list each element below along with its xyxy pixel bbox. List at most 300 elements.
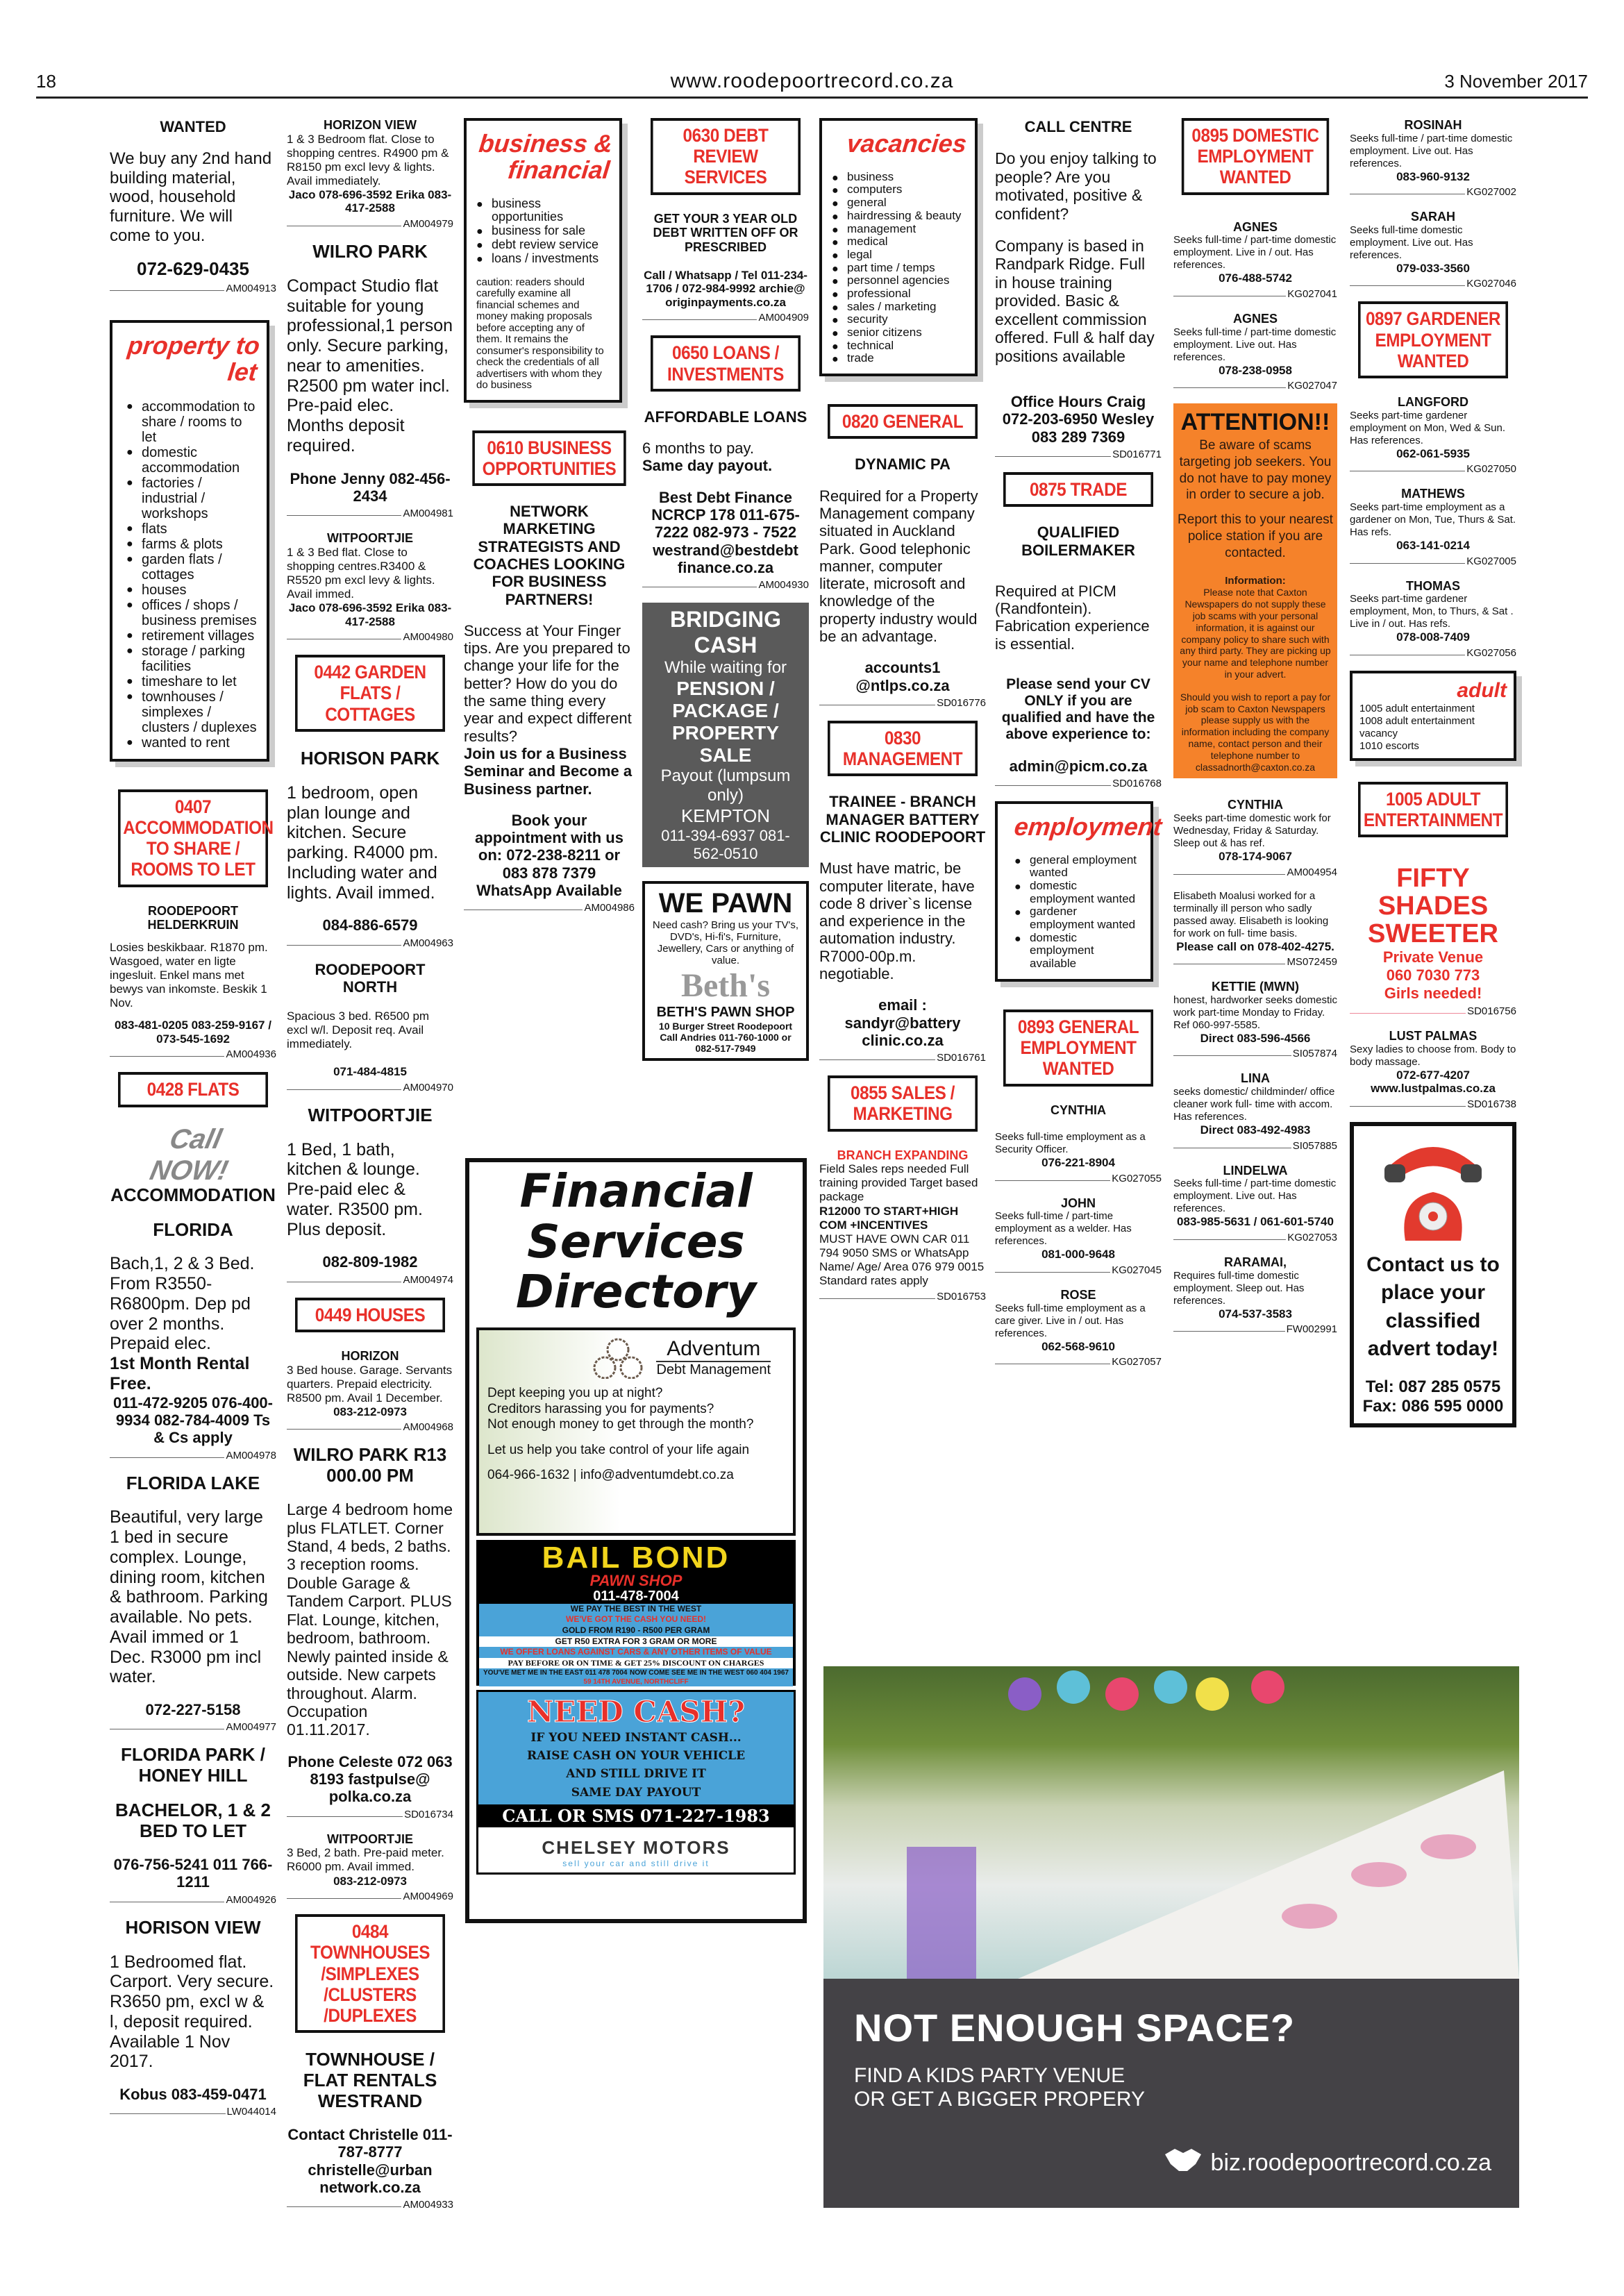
ad-phone[interactable]: Best Debt Finance NCRCP 178 011-675-7222 082-973 - 7522 westrand@bestdebt finance.co.za xyxy=(651,488,800,576)
ad-body: Elisabeth Moalusi worked for a terminally ill person who sadly passed away. Elisabeth is looking for work on full- time basis. xyxy=(1173,889,1329,939)
index-item[interactable]: ● domestic accommodation xyxy=(126,445,258,476)
ad-phone[interactable]: 011-472-9205 076-400-9934 082-784-4009 Ts & Cs apply xyxy=(113,1393,273,1447)
ad-body: Bach,1, 2 & 3 Bed. From R3550-R6800pm. Dep pd over 2 months. Prepaid elec. xyxy=(110,1254,255,1354)
bullet: Not enough money to get through the month? xyxy=(487,1417,754,1432)
ad-phone[interactable]: 083-960-9132 xyxy=(1396,169,1470,183)
index-item[interactable]: ● wanted to rent xyxy=(126,735,258,751)
ad-title: ROSE xyxy=(1060,1288,1096,1302)
ad-body: 1 Bedroomed flat. Carport. Very secure. R3650 pm, excl w & l, deposit required. Available 1 Nov 2017. xyxy=(110,1952,274,2072)
ad-ref: SI057874 xyxy=(1292,1048,1337,1060)
ad-body: Must have matric, be computer literate, have code 8 driver`s license and experience in the automation industry. R7000-00p.m. negotiable. xyxy=(819,860,975,983)
index-item[interactable]: ● part time / temps xyxy=(832,262,966,275)
index-list xyxy=(1014,854,1142,971)
ad-wilro-park xyxy=(287,240,453,520)
brand-tagline: sell your car and still drive it xyxy=(562,1859,710,1869)
ad-rose xyxy=(995,1288,1162,1368)
ad-phone[interactable]: Call / Whatsapp / Tel 011-234-1706 / 072-984-9992 archie@ originpayments.co.za xyxy=(644,268,807,309)
business-financial-index xyxy=(464,118,622,403)
ad-trainee-branch-manager xyxy=(819,793,986,1064)
ad-elisabeth xyxy=(1173,889,1337,969)
ad-title: NEED CASH? xyxy=(526,1694,746,1729)
ad-affordable-loans xyxy=(642,408,809,592)
ad-witpoortjie-1 xyxy=(287,531,453,644)
ad-title: DYNAMIC PA xyxy=(855,455,951,474)
ad-ref: MS072459 xyxy=(1287,956,1337,969)
ad-title: WITPOORTJIE xyxy=(326,1832,413,1846)
ad-ref: KG027057 xyxy=(1112,1356,1162,1368)
ad-title: WANTED xyxy=(160,118,226,135)
ad-ref: AM004963 xyxy=(403,937,453,949)
index-item[interactable]: ● timeshare to let xyxy=(126,674,258,689)
index-item[interactable]: ● senior citizens xyxy=(832,326,966,340)
ad-raramai xyxy=(1173,1255,1337,1336)
index-item[interactable]: ● technical xyxy=(832,340,966,353)
index-item[interactable]: ● security xyxy=(832,313,966,326)
ad-phone[interactable]: 062-568-9610 xyxy=(1041,1339,1115,1353)
index-item[interactable]: ● business opportunities xyxy=(476,197,611,225)
ad-line: KEMPTON xyxy=(680,805,771,827)
call-now-logo: Call NOW! xyxy=(147,1123,231,1186)
index-item[interactable]: ● professional xyxy=(832,287,966,301)
ad-townhouse xyxy=(287,2049,453,2211)
ad-ref: SD016768 xyxy=(1112,777,1162,789)
ad-ref: AM004977 xyxy=(226,1721,276,1734)
promo-line: OR GET A BIGGER PROPERY xyxy=(854,2088,1146,2111)
ad-line: While waiting for xyxy=(664,658,787,678)
index-item[interactable]: ● sales / marketing xyxy=(832,301,966,314)
ad-ref: KG027005 xyxy=(1466,555,1516,567)
ad-ref: AM004930 xyxy=(758,579,809,592)
index-item[interactable]: ● flats xyxy=(126,521,258,537)
index-item[interactable]: ● storage / parking facilities xyxy=(126,644,258,674)
ad-body: seeks domestic/ childminder/ office cleaner work full- time with accom. Has references. xyxy=(1173,1086,1335,1123)
index-item[interactable]: 1010 escorts xyxy=(1359,739,1419,752)
ad-line: WE'VE GOT THE CASH YOU NEED! xyxy=(566,1614,706,1625)
ad-boilermaker xyxy=(995,523,1162,789)
ad-highlight: Join us for a Business Seminar and Become a Business partner. xyxy=(464,744,633,798)
ad-line: Payout (lumpsum only) xyxy=(660,766,791,805)
ad-phone[interactable]: 076-221-8904 xyxy=(1041,1156,1115,1170)
ad-body: MUST HAVE OWN CAR 011 794 9050 SMS or WhatsApp Name/ Age/ Area 076 979 0015 Standard rates apply xyxy=(819,1232,985,1287)
ad-phone[interactable]: 072-677-4207 www.lustpalmas.co.za xyxy=(1371,1068,1496,1096)
ad-line: PAY BEFORE OR ON TIME & GET 25% DISCOUNT ON CHARGES xyxy=(479,1658,793,1669)
ad-phone[interactable]: 071-484-4815 xyxy=(333,1065,407,1079)
ad-title: THOMAS xyxy=(1406,578,1460,593)
ad-phone[interactable]: 083-481-0205 083-259-9167 / 073-545-1692 xyxy=(115,1019,271,1046)
ad-branch-expanding xyxy=(819,1148,986,1302)
ad-bail-bond xyxy=(476,1540,796,1686)
ad-title: AGNES xyxy=(1232,219,1278,234)
ad-ref: KG027002 xyxy=(1466,186,1516,199)
directory-title: Financial Services Directory xyxy=(515,1164,757,1319)
ad-contact[interactable]: email : sandyr@battery clinic.co.za xyxy=(844,996,961,1049)
promo-title: NOT ENOUGH SPACE? xyxy=(854,2006,1296,2050)
ad-line: WE PAY THE BEST IN THE WEST xyxy=(570,1603,702,1614)
ad-line: YOU'VE MET ME IN THE EAST 011 478 7004 xyxy=(483,1669,628,1677)
notice-title: ATTENTION!! xyxy=(1180,409,1330,436)
ad-title: LUST PALMAS xyxy=(1389,1029,1477,1044)
ad-body: We buy any 2nd hand building material, wood, household furniture. We will come to you. xyxy=(110,149,272,245)
ad-phone[interactable]: Jaco 078-696-3592 Erika 083-417-2588 xyxy=(288,601,452,628)
ad-phone[interactable]: Phone Celeste 072 063 8193 fastpulse@ polka.co.za xyxy=(287,1752,453,1806)
ad-ref: AM004979 xyxy=(403,217,453,230)
index-item[interactable]: ● trade xyxy=(832,352,966,365)
ad-lust-palmas xyxy=(1350,1029,1516,1110)
index-item[interactable]: ● debt review service xyxy=(476,238,611,252)
ad-body: Success at Your Finger tips. Are you prepared to change your life for the better? How do you do the same thing every year and expect different results? xyxy=(464,621,632,745)
ad-line: NOW COME SEE ME IN THE WEST 060 404 1967 xyxy=(630,1669,789,1677)
ad-body: 3 Bed house. Garage. Servants quarters. Prepaid electricity. R8500 pm. Avail 1 December. xyxy=(287,1363,453,1405)
ad-agnes-2 xyxy=(1173,311,1337,392)
ad-phone[interactable]: 076-488-5742 xyxy=(1219,271,1292,285)
ad-bridging-cash xyxy=(642,603,809,867)
contact-fax[interactable]: Fax: 086 595 0000 xyxy=(1362,1396,1504,1416)
beths-logo: Beth's xyxy=(680,967,770,1005)
ad-body: Seeks full-time employment as a care giver. Live in / out. Has references. xyxy=(995,1302,1146,1339)
ad-florida-park xyxy=(110,1744,276,1906)
ad-phone[interactable]: 084-886-6579 xyxy=(322,916,418,935)
ad-address: 59 14TH AVENUE, NORTHCLIFF xyxy=(583,1678,689,1686)
ad-fifty-shades xyxy=(1350,864,1516,1018)
ad-phone[interactable]: 079-033-3560 xyxy=(1396,261,1470,275)
index-item[interactable]: ● personnel agencies xyxy=(832,274,966,287)
ad-adventum xyxy=(476,1327,796,1536)
index-item[interactable]: ● general employment wanted xyxy=(1014,854,1142,880)
contact-tel[interactable]: Tel: 087 285 0575 xyxy=(1365,1377,1501,1396)
ad-title: TOWNHOUSE / FLAT RENTALS WESTRAND xyxy=(303,2049,437,2112)
ad-title: BRANCH EXPANDING xyxy=(837,1148,969,1162)
ad-dynamic-pa xyxy=(819,455,986,709)
index-item[interactable]: 1008 adult entertainment vacancy xyxy=(1359,714,1475,739)
ad-horizon-view xyxy=(287,118,453,230)
ad-title: BAIL BOND xyxy=(542,1540,730,1575)
ad-phone[interactable]: Jaco 078-696-3592 Erika 083-417-2588 xyxy=(288,187,452,215)
ad-line: PENSION / PACKAGE / PROPERTY SALE xyxy=(671,678,780,766)
ad-ref: FW002991 xyxy=(1286,1323,1337,1336)
index-item[interactable]: ● management xyxy=(832,223,966,236)
promo-link[interactable] xyxy=(1164,2146,1491,2180)
notice-text: Be aware of scams targeting job seekers. You do not have to pay money in order to secure a job. xyxy=(1179,438,1332,503)
ad-phone[interactable]: Direct 083-596-4566 xyxy=(1200,1031,1311,1045)
index-item[interactable]: ● business for sale xyxy=(476,224,611,238)
ad-we-pawn xyxy=(642,881,809,1061)
caution-note: caution: readers should carefully examine all financial schemes and money making proposals before accepting any of them. It remains the consumer's responsibility to check the credentials of all advertisers with whom they do business xyxy=(476,276,604,392)
ad-body: 1 & 3 Bed flat. Close to shopping centres.R3400 & R5520 pm excl levy & lights. Avail immed. xyxy=(287,545,435,601)
index-item[interactable]: ● gardener employment wanted xyxy=(1014,905,1142,931)
index-item[interactable]: ● houses xyxy=(126,583,258,598)
ad-ref: AM004909 xyxy=(758,312,809,324)
page-header xyxy=(36,65,1588,99)
ad-phone[interactable]: Contact Christelle 011-787-8777 christelle@urban network.co.za xyxy=(287,2125,453,2196)
not-enough-space-promo xyxy=(823,1979,1519,2208)
ad-phone[interactable]: 083-212-0973 xyxy=(333,1405,407,1418)
ad-ref: AM004954 xyxy=(1287,866,1337,878)
ad-title: FIFTY SHADES SWEETER xyxy=(1368,864,1498,949)
ad-ref: AM004969 xyxy=(403,1891,453,1903)
ad-horison-view xyxy=(110,1916,276,2118)
heading-0442: 0442 GARDEN FLATS / COTTAGES xyxy=(295,655,445,732)
party-table-photo xyxy=(823,1666,1519,1979)
ad-phone[interactable]: 072-629-0435 xyxy=(137,258,249,280)
ad-phone[interactable]: Phone Jenny 082-456-2434 xyxy=(290,469,451,505)
ad-phone[interactable]: Call Andries 011-760-1000 or 082-517-7949 xyxy=(660,1032,792,1055)
ad-phone[interactable]: Book your appointment with us on: 072-238-8211 or 083 878 7379 WhatsApp Available xyxy=(475,811,623,899)
ad-ref: SD016771 xyxy=(1112,449,1162,460)
notice-text: Report this to your nearest police station if you are contacted. xyxy=(1178,512,1333,560)
ad-witpoortjie-3 xyxy=(287,1832,453,1903)
ad-ref: KG027050 xyxy=(1466,463,1516,476)
ad-highlight: Same day payout. xyxy=(642,457,773,475)
ad-ref: SD016761 xyxy=(937,1052,986,1064)
ad-phone[interactable]: Kobus 083-459-0471 xyxy=(119,2086,267,2104)
ad-subtitle: PAWN SHOP xyxy=(589,1571,683,1589)
ad-phone[interactable]: 060 7030 773 xyxy=(1386,966,1480,984)
ad-title: QUALIFIED BOILERMAKER xyxy=(1021,523,1135,559)
index-item[interactable]: ● domestic employment wanted xyxy=(1014,880,1142,905)
ad-ref: KG027055 xyxy=(1112,1172,1162,1184)
contact-line[interactable]: 064-966-1632 | info@adventumdebt.co.za xyxy=(487,1468,734,1483)
ad-title: WITPOORTJIE xyxy=(326,531,413,546)
vacancies-index xyxy=(819,118,978,376)
ad-title: HORIZON VIEW xyxy=(324,118,417,132)
column-7 xyxy=(1173,118,1337,1347)
ad-langford xyxy=(1350,395,1516,476)
ad-body: Requires full-time domestic employment. Sleep out. Has references. xyxy=(1173,1269,1305,1307)
ad-title: LANGFORD xyxy=(1398,395,1468,410)
ad-title: ROODEPOORT NORTH xyxy=(315,960,426,996)
ad-body: Seeks full-time domestic employment. Live out. Has references. xyxy=(1350,224,1473,261)
ad-debt-review xyxy=(642,211,809,324)
heading-0449: 0449 HOUSES xyxy=(295,1298,445,1332)
ad-title: WE PAWN xyxy=(658,888,793,919)
index-item[interactable]: ● medical xyxy=(832,235,966,249)
column-4 xyxy=(642,118,809,1076)
index-item[interactable]: ● factories / industrial / workshops xyxy=(126,476,258,521)
tagline: Let us help you take control of your life again xyxy=(487,1443,750,1458)
ad-line: WE OFFER LOANS AGAINST CARS & ANY OTHER ITEMS OF VALUE xyxy=(500,1647,772,1657)
ad-wilro-park-2 xyxy=(287,1444,453,1820)
ad-phone[interactable]: 072-227-5158 xyxy=(145,1701,241,1719)
index-item[interactable]: ● domestic employment available xyxy=(1014,932,1142,971)
ad-body: Required at PICM (Randfontein). Fabrication experience is essential. xyxy=(995,582,1150,653)
notice-text: Please note that Caxton Newspapers do not supply these job scams with your personal information, it is against our company policy to share such with any third party. They are picking up your name and telephone number in your advert. xyxy=(1180,587,1331,680)
ad-line: IF YOU NEED INSTANT CASH... xyxy=(530,1730,742,1745)
ad-phone[interactable]: 011-478-7004 xyxy=(593,1588,679,1604)
ad-title: WITPOORTJIE xyxy=(308,1104,433,1125)
ad-title: CYNTHIA xyxy=(1228,798,1283,812)
ad-phone[interactable]: 062-061-5935 xyxy=(1396,446,1470,460)
bullet: Creditors harassing you for payments? xyxy=(487,1401,714,1416)
ad-title: KETTIE (MWN) xyxy=(1212,980,1299,994)
index-item[interactable]: ● business xyxy=(832,171,966,184)
ad-body: Required for a Property Management company situated in Auckland Park. Good telephonic manner, computer literate, microsoft and knowledge of the property industry would be an advantage. xyxy=(819,487,978,646)
ad-phone[interactable]: 063-141-0214 xyxy=(1396,539,1470,553)
ad-phone[interactable]: 074-537-3583 xyxy=(1219,1307,1292,1321)
ad-subtitle: Private Venue xyxy=(1382,948,1484,966)
brand-name: Adventum xyxy=(656,1337,771,1362)
promo-url[interactable]: biz.roodepoortrecord.co.za xyxy=(1210,2150,1491,2176)
index-item[interactable]: ● computers xyxy=(832,183,966,196)
index-title: adult xyxy=(1457,678,1507,702)
ad-network-marketing xyxy=(464,503,635,914)
ad-title: FLORIDA LAKE xyxy=(126,1472,260,1493)
ad-title: WILRO PARK xyxy=(312,240,428,262)
ad-title: TRAINEE - BRANCH MANAGER BATTERY CLINIC ROODEPOORT xyxy=(819,793,986,846)
ad-body: Need cash? Bring us your TV's, DVD's, Hi-fi's, Furniture, Jewellery, Cars or anything of value. xyxy=(652,919,799,967)
ad-body: Compact Studio flat suitable for young professional,1 person only. Secure parking, near to amenities. R2500 pm water incl. Pre-paid elec. Months deposit required. xyxy=(287,276,453,455)
index-item[interactable]: ● hairdressing & beauty xyxy=(832,210,966,223)
column-1 xyxy=(110,118,276,2129)
contact-us-box xyxy=(1350,1122,1516,1427)
ad-phone[interactable]: 078-008-7409 xyxy=(1396,630,1470,644)
ad-phone[interactable]: 081-000-9648 xyxy=(1041,1248,1115,1262)
ad-horison-park xyxy=(287,747,453,949)
ad-rosinah xyxy=(1350,118,1516,199)
brand-sub: Debt Management xyxy=(656,1362,771,1378)
ad-contact[interactable]: admin@picm.co.za xyxy=(1009,757,1148,775)
ad-witpoortjie-2 xyxy=(287,1104,453,1286)
heading-0855: 0855 SALES / MARKETING xyxy=(828,1075,978,1131)
ad-thomas xyxy=(1350,578,1516,659)
index-title: vacancies xyxy=(845,129,969,158)
index-list xyxy=(476,197,611,266)
shop-address: 10 Burger Street Roodepoort xyxy=(658,1021,793,1032)
heading-0830: 0830 MANAGEMENT xyxy=(828,721,978,776)
ad-title: BRIDGING CASH xyxy=(670,607,781,658)
ad-title: AGNES xyxy=(1232,311,1278,326)
ad-ref: SD016756 xyxy=(1467,1005,1516,1018)
ad-ref: AM004926 xyxy=(226,1893,276,1906)
ad-body: Losies beskikbaar. R1870 pm. Wasgoed, water en ligte ingesluit. Enkel mans met bewys van inkomste. Beskik 1 Nov. xyxy=(110,941,268,1010)
notice-subtitle: Information: xyxy=(1225,575,1286,587)
ad-line: RAISE CASH ON YOUR VEHICLE xyxy=(526,1749,746,1763)
ad-ref: KG027041 xyxy=(1287,287,1337,300)
index-title: employment xyxy=(1012,812,1164,841)
financial-services-directory xyxy=(465,1158,807,1923)
ad-title: HORISON PARK xyxy=(300,747,440,769)
ad-phone[interactable]: Office Hours Craig 072-203-6950 Wesley 083 289 7369 xyxy=(1002,393,1155,446)
ad-body: Large 4 bedroom home plus FLATLET. Corner Stand, 4 beds, 2 baths. 3 reception rooms. Double Garage & Tandem Carport. PLUS Flat. Lounge, kitchen, bedroom, bathroom. Newly painted inside & outside. New carpets throughout. Alarm. Occupation 01.11.2017. xyxy=(287,1500,453,1739)
ad-title: LINDELWA xyxy=(1223,1163,1288,1178)
ad-tagline: Girls needed! xyxy=(1384,984,1482,1003)
ad-body: honest, hardworker seeks domestic work part-time Monday to Friday. Ref 060-997-5585. xyxy=(1173,994,1337,1031)
ad-ref: AM004970 xyxy=(403,1081,453,1093)
ad-body: Field Sales reps needed Full training provided Target based package xyxy=(819,1162,978,1204)
ad-phone[interactable]: 083-985-5631 / 061-601-5740 xyxy=(1177,1215,1334,1229)
ad-title: RARAMAI, xyxy=(1224,1255,1287,1269)
heading-0895: 0895 DOMESTIC EMPLOYMENT WANTED xyxy=(1182,118,1329,195)
ad-title: HORISON VIEW xyxy=(125,1916,261,1938)
ad-title: FLORIDA PARK / HONEY HILL xyxy=(121,1744,265,1786)
notice-text: Should you wish to report a pay for job scam to Caxton Newspapers please supply us with the information including the company name, contact person and their telephone number to classadnorth@caxton.co.za xyxy=(1180,691,1331,773)
ad-phone[interactable]: 078-174-9067 xyxy=(1219,850,1292,864)
ad-title: CALL CENTRE xyxy=(1024,118,1132,135)
ad-body: Seeks full-time / part-time domestic employment. Live out. Has references. xyxy=(1173,326,1337,363)
index-item[interactable]: ● farms & plots xyxy=(126,537,258,552)
ad-ref: AM004933 xyxy=(403,2199,453,2211)
index-item[interactable]: ● legal xyxy=(832,249,966,262)
ad-body: Seeks part-time employment as a gardener on Mon, Tue, Thurs & Sat. Has refs. xyxy=(1350,501,1516,539)
ad-horizon xyxy=(287,1349,453,1434)
heading-0893: 0893 GENERAL EMPLOYMENT WANTED xyxy=(1003,1009,1153,1087)
ad-phone[interactable]: 011-394-6937 081-562-0510 xyxy=(661,827,790,863)
contact-title: Contact us to place your classified advert today! xyxy=(1366,1252,1500,1361)
ad-helderkruin xyxy=(110,903,276,1061)
heading-0820: 0820 GENERAL xyxy=(828,404,978,439)
index-item[interactable]: 1005 adult entertainment xyxy=(1359,702,1475,714)
ad-phone[interactable]: 082-809-1982 xyxy=(322,1253,418,1271)
ad-florida-lake xyxy=(110,1472,276,1734)
ad-agnes-1 xyxy=(1173,219,1337,300)
heading-0610: 0610 BUSINESS OPPORTUNITIES xyxy=(472,430,626,486)
index-item[interactable]: ● loans / investments xyxy=(476,252,611,266)
ad-body: Sexy ladies to choose from. Body to body massage. xyxy=(1350,1043,1516,1068)
issue-date: 3 November 2017 xyxy=(1444,71,1588,92)
ad-lina xyxy=(1173,1071,1337,1152)
ad-title: HORIZON xyxy=(341,1349,399,1364)
site-url[interactable]: www.roodepoortrecord.co.za xyxy=(670,69,954,92)
index-item[interactable]: ● general xyxy=(832,196,966,210)
heading-0407: 0407 ACCOMMODATION TO SHARE / ROOMS TO LET xyxy=(118,789,268,887)
index-item[interactable]: ● retirement villages xyxy=(126,628,258,644)
ad-ref: KG027056 xyxy=(1466,646,1516,659)
ad-ref: KG027046 xyxy=(1466,278,1516,290)
ad-ref: SI057885 xyxy=(1292,1139,1337,1152)
ad-body: 1 bedroom, open plan lounge and kitchen. Secure parking. R4000 pm. Including water and lights. Avail immed. xyxy=(287,782,439,903)
index-item[interactable]: ● offices / shops / business premises xyxy=(126,598,258,628)
ad-sarah xyxy=(1350,210,1516,290)
ad-phone[interactable]: 083-212-0973 xyxy=(333,1874,407,1888)
ad-body: Seeks full-time / part-time employment as a welder. Has references. xyxy=(995,1210,1132,1248)
ad-body: Seeks part-time domestic work for Wednesday, Friday & Saturday. Sleep out & has ref. xyxy=(1173,812,1331,850)
ad-title: LINA xyxy=(1241,1071,1270,1086)
ad-ref: AM004913 xyxy=(110,281,276,291)
scam-warning-notice xyxy=(1173,403,1337,778)
heading-0484: 0484 TOWNHOUSES /SIMPLEXES /CLUSTERS /DUPLEXES xyxy=(295,1914,445,2033)
ad-title: JOHN xyxy=(1060,1196,1096,1210)
ad-title: MATHEWS xyxy=(1401,487,1465,501)
ad-phone[interactable]: Direct 083-492-4983 xyxy=(1200,1123,1311,1137)
heading-0875: 0875 TRADE xyxy=(1003,472,1153,507)
ad-body: 3 Bed, 2 bath. Pre-paid meter. R6000 pm. Avail immed. xyxy=(287,1846,444,1874)
index-item[interactable]: ● accommodation to share / rooms to let xyxy=(126,399,258,445)
handshake-icon xyxy=(1164,2146,1203,2180)
ad-title: FLORIDA xyxy=(153,1218,233,1240)
index-item[interactable]: ● townhouses / simplexes / clusters / duplexes xyxy=(126,689,258,735)
heading-0650: 0650 LOANS / INVESTMENTS xyxy=(651,335,801,391)
index-list xyxy=(832,171,966,365)
heading-1005: 1005 ADULT ENTERTAINMENT xyxy=(1358,782,1508,837)
column-5 xyxy=(819,118,986,1314)
ad-ref: SD016753 xyxy=(937,1290,986,1302)
ad-florida xyxy=(110,1218,276,1461)
ad-contact[interactable]: accounts1 @ntlps.co.za xyxy=(855,659,950,694)
ad-ref: AM004981 xyxy=(403,508,453,520)
index-list xyxy=(126,399,258,751)
ad-phone[interactable]: CALL OR SMS 071-227-1983 xyxy=(478,1804,794,1827)
ad-title: AFFORDABLE LOANS xyxy=(644,408,807,426)
index-item[interactable]: ● garden flats / cottages xyxy=(126,552,258,583)
heading-0428: 0428 FLATS xyxy=(118,1072,268,1107)
ad-title: ROODEPOORT HELDERKRUIN xyxy=(147,903,239,932)
ad-title: CYNTHIA xyxy=(1050,1103,1106,1117)
ad-phone[interactable]: Please call on 078-402-4275. xyxy=(1176,939,1334,953)
ad-kettie xyxy=(1173,980,1337,1060)
heading-0897: 0897 GARDENER EMPLOYMENT WANTED xyxy=(1358,301,1508,378)
ad-phone[interactable]: 076-756-5241 011 766-1211 xyxy=(113,1856,273,1891)
ad-phone[interactable]: 078-238-0958 xyxy=(1219,363,1292,377)
index-title: property to let xyxy=(126,331,262,386)
